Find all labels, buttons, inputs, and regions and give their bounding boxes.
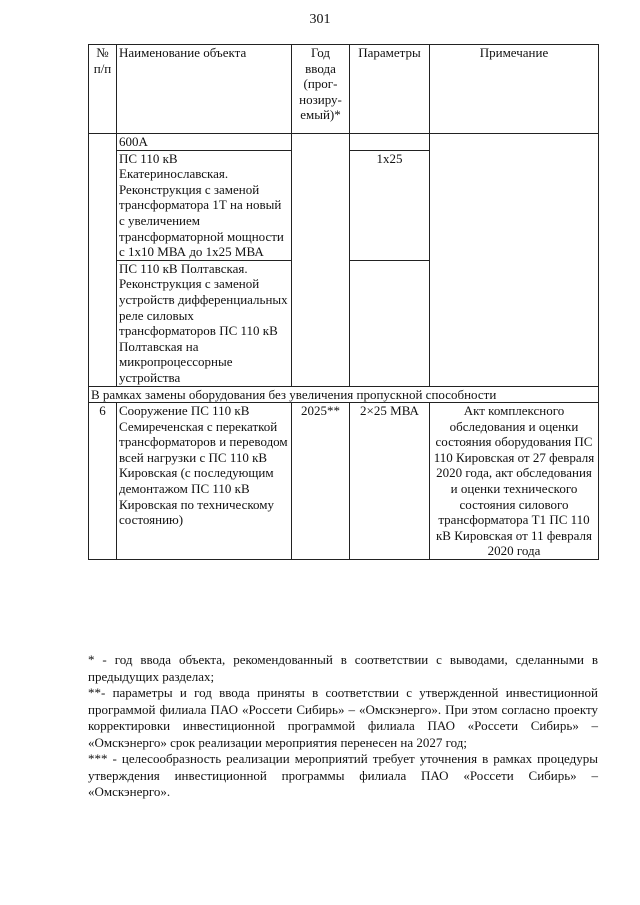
page-number: 301 bbox=[309, 12, 331, 27]
header-num: № п/п bbox=[89, 45, 117, 134]
item-number: 6 bbox=[89, 403, 117, 560]
object-name-cell: ПС 110 кВ Полтавская. Реконструкция с заменой устройств дифференциальных реле силовых трансформаторов ПС 110 кВ Полтавская на микропроцессорные устройства bbox=[117, 260, 292, 386]
params-cell bbox=[350, 260, 430, 386]
object-name-cell: 600А bbox=[117, 134, 292, 151]
table-row bbox=[89, 403, 599, 560]
object-name-cell: ПС 110 кВ Екатеринославская. Реконструкция с заменой трансформатора 1Т на новый с увеличением трансформаторной мощности с 1х10 МВА до 1х25 МВА bbox=[117, 150, 292, 260]
footnote-1: * - год ввода объекта, рекомендованный в соответствии с выводами, сделанными в предыдущих разделах; bbox=[88, 652, 598, 684]
footnote-3: *** - целесообразность реализации мероприятий требует уточнения в рамках процедуры утверждения инвестиционной программы филиала ПАО «Россети Сибирь» – «Омскэнерго». bbox=[88, 751, 598, 799]
objects-table bbox=[88, 44, 599, 560]
footnote-2: **- параметры и год ввода приняты в соответствии с утвержденной инвестиционной программой филиала ПАО «Россети Сибирь» – «Омскэнерго». При этом согласно проекту корректировки инвестиционной программой филиала ПАО «Россети Сибирь» – «Омскэнерго» срок реализации мероприятия перенесен на 2027 год; bbox=[88, 685, 598, 750]
header-name: Наименование объекта bbox=[117, 45, 292, 134]
year-cell: 2025** bbox=[292, 403, 350, 560]
year-cell-continued bbox=[292, 134, 350, 387]
section-title: В рамках замены оборудования без увеличения пропускной способности bbox=[89, 386, 599, 403]
num-cell-continued bbox=[89, 134, 117, 387]
header-params: Параметры bbox=[350, 45, 430, 134]
object-name-cell: Сооружение ПС 110 кВ Семиреченская с перекаткой трансформаторов и переводом всей нагрузки с ПС 110 кВ Кировская (с последующим демонтажом ПС 110 кВ Кировская по техническому состоянию) bbox=[117, 403, 292, 560]
header-row bbox=[89, 45, 599, 134]
header-note: Примечание bbox=[430, 45, 599, 134]
footnotes bbox=[88, 652, 598, 801]
note-cell-continued bbox=[430, 134, 599, 387]
params-cell: 2×25 МВА bbox=[350, 403, 430, 560]
params-cell: 1х25 bbox=[350, 150, 430, 260]
note-cell: Акт комплексного обследования и оценки состояния оборудования ПС 110 Кировская от 27 февраля 2020 года, акт обследования и оценки технического состояния силового трансформатора Т1 ПС 110 кВ Кировская от 11 февраля 2020 года bbox=[430, 403, 599, 560]
section-row bbox=[89, 386, 599, 403]
params-cell bbox=[350, 134, 430, 151]
table-row bbox=[89, 134, 599, 151]
header-year: Год ввода (прог-нозиру-емый)* bbox=[292, 45, 350, 134]
